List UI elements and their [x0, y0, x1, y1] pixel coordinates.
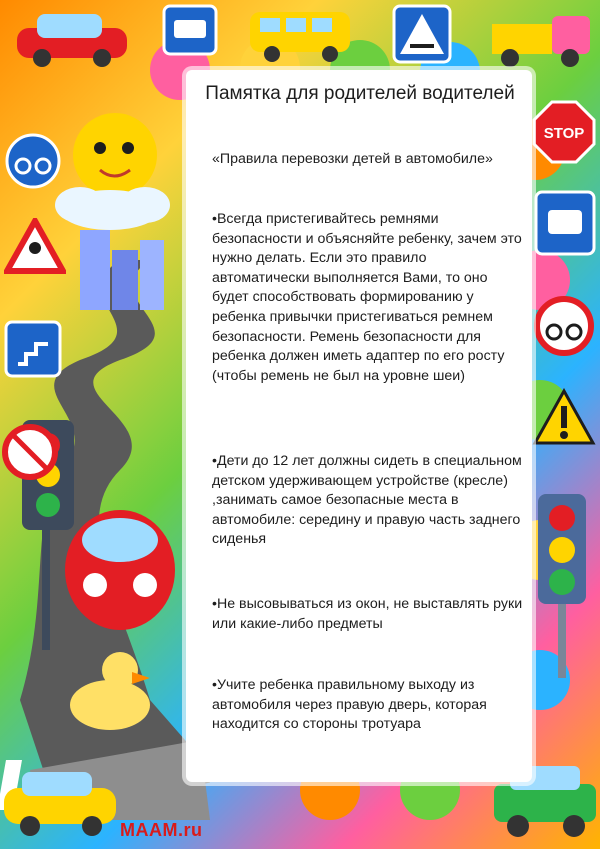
street-illustration — [0, 0, 210, 820]
yellow-car-icon — [0, 760, 120, 840]
no-bicycle-sign-icon — [534, 296, 594, 356]
pedestrian-crossing-sign-icon — [392, 4, 452, 64]
site-logo: MAAM.ru — [120, 820, 203, 840]
memo-title: Памятка для родителей водителей — [205, 83, 515, 104]
memo-item-exit: •Учите ребенка правильному выходу из автомобиля через правую дверь, которая находится со стороны тротуара — [212, 677, 487, 733]
memo-item-seatbelt: •Всегда пристегивайтесь ремнями безопасности и объясняйте ребенку, зачем это нужно делать. Если это правило автоматически выполняется Вами, то оно будет способствовать формированию у ребенка привычки пристегиваться ремнем безопасности. Ремень безопасности для ребенка должен иметь адаптер по его росту (чтобы ремень не был на уровне шеи) — [212, 211, 522, 384]
memo-subtitle: «Правила перевозки детей в автомобиле» — [212, 151, 493, 167]
bus-icon — [246, 4, 356, 64]
stop-sign-label: STOP — [543, 125, 585, 142]
car-icon — [12, 8, 132, 68]
warning-sign-icon — [532, 388, 596, 446]
stop-sign-icon — [532, 100, 596, 164]
bicycle-sign-icon — [4, 132, 62, 190]
memo-item-windows: •Не высовываться из окон, не выставлять руки или какие-либо предметы — [212, 596, 523, 632]
truck-icon — [488, 4, 596, 70]
memo-item-child-seat: •Дети до 12 лет должны сидеть в специальном детском удерживающем устройстве (кресле) ,занимать самое безопасные места в автомобиле: середину и правую часть заднего сиденья — [212, 453, 522, 548]
underpass-sign-icon — [4, 320, 62, 378]
bus-stop-sign-icon — [162, 4, 218, 56]
traffic-light-icon — [532, 490, 592, 680]
tram-stop-sign-icon — [534, 190, 596, 256]
no-entry-sign-icon — [2, 424, 58, 480]
children-warning-sign-icon — [4, 218, 66, 274]
